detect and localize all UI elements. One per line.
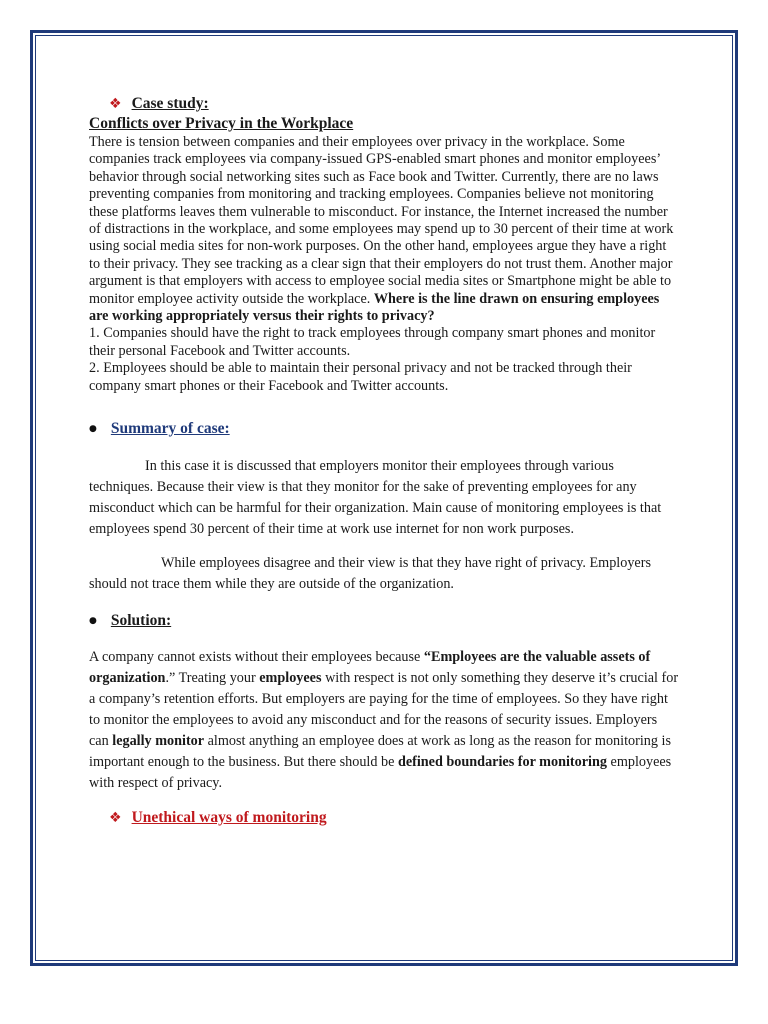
case-study-option-1: 1. Companies should have the right to track employees through company smart phones and monitor their personal Facebook and Twitter accounts. — [89, 325, 656, 359]
case-study-heading — [109, 94, 679, 114]
case-study-question: Where is the line drawn on ensuring employees are working appropriately versus their rights to privacy? — [89, 290, 660, 325]
solution-paragraph — [89, 647, 679, 794]
summary-heading — [89, 419, 679, 439]
solution-text-1: A company cannot exists without their employees because — [89, 649, 424, 666]
solution-text-3: with respect is not only something they deserve it’s crucial for a company’s retention efforts. But employers are paying for the time of employees. So they have right to monitor the employees to avoid any misconduct and for the reasons of security issues. Employers can — [89, 670, 679, 750]
solution-text-5: employees with respect of privacy. — [89, 754, 672, 792]
solution-bold-4: defined boundaries for monitoring — [397, 754, 607, 771]
diamond-bullet-icon: ❖ — [109, 810, 122, 827]
solution-heading-text: Solution: — [110, 612, 172, 630]
solution-bold-3: legally monitor — [112, 733, 205, 750]
case-study-body — [89, 134, 679, 325]
solution-bold-1: “Employees are the valuable assets of organization — [89, 649, 651, 687]
round-bullet-icon: ● — [89, 616, 97, 627]
unethical-heading-text: Unethical ways of monitoring — [131, 809, 327, 827]
case-study-text: There is tension between companies and their employees over privacy in the workplace. Some companies track employees via company-issued GPS-enabled smart phones and monitor employees’ behavior through social networking sites such as Face book and Twitter. Currently, there are no laws preventing companies from monitoring and tracking employees. Companies believe not monitoring these platforms leaves them vulnerable to misconduct. For instance, the Internet increased the number of distractions in the workplace, and some employees may spend up to 30 percent of their time at work using social media sites for non-work purposes. On the other hand, employees argue they have a right to their privacy. They see tracking as a clear sign that their employers do not trust them. Another major argument is that employers with access to employee social media sites or Smartphone might be able to monitor employee activity outside the workplace. — [89, 134, 674, 307]
summary-heading-text: Summary of case: — [110, 420, 230, 438]
solution-text-2: .” Treating your — [165, 670, 260, 687]
solution-bold-2: employees — [259, 670, 322, 687]
case-study-title: Conflicts over Privacy in the Workplace — [89, 115, 354, 132]
diamond-bullet-icon: ❖ — [109, 96, 122, 112]
summary-paragraph-1: In this case it is discussed that employers monitor their employees through various techniques. Because their view is that they monitor for the sake of preventing employees for any misconduct which can be harmful for their organization. Main cause of monitoring employees is that employees spend 30 percent of their time at work use internet for non work purposes. — [89, 458, 662, 538]
solution-text-4: almost anything an employee does at work as long as the reason for monitoring is important enough to the business. But there should be — [89, 733, 671, 771]
solution-heading — [89, 611, 679, 631]
summary-paragraph-2: While employees disagree and their view is that they have right of privacy. Employers should not trace them while they are outside of the organization. — [89, 555, 651, 593]
unethical-heading — [109, 808, 679, 828]
case-study-label: Case study: — [131, 95, 209, 112]
case-study-option-2: 2. Employees should be able to maintain their personal privacy and not be tracked through their company smart phones or their Facebook and Twitter accounts. — [89, 360, 632, 394]
document-content — [89, 94, 679, 828]
round-bullet-icon: ● — [89, 424, 97, 435]
